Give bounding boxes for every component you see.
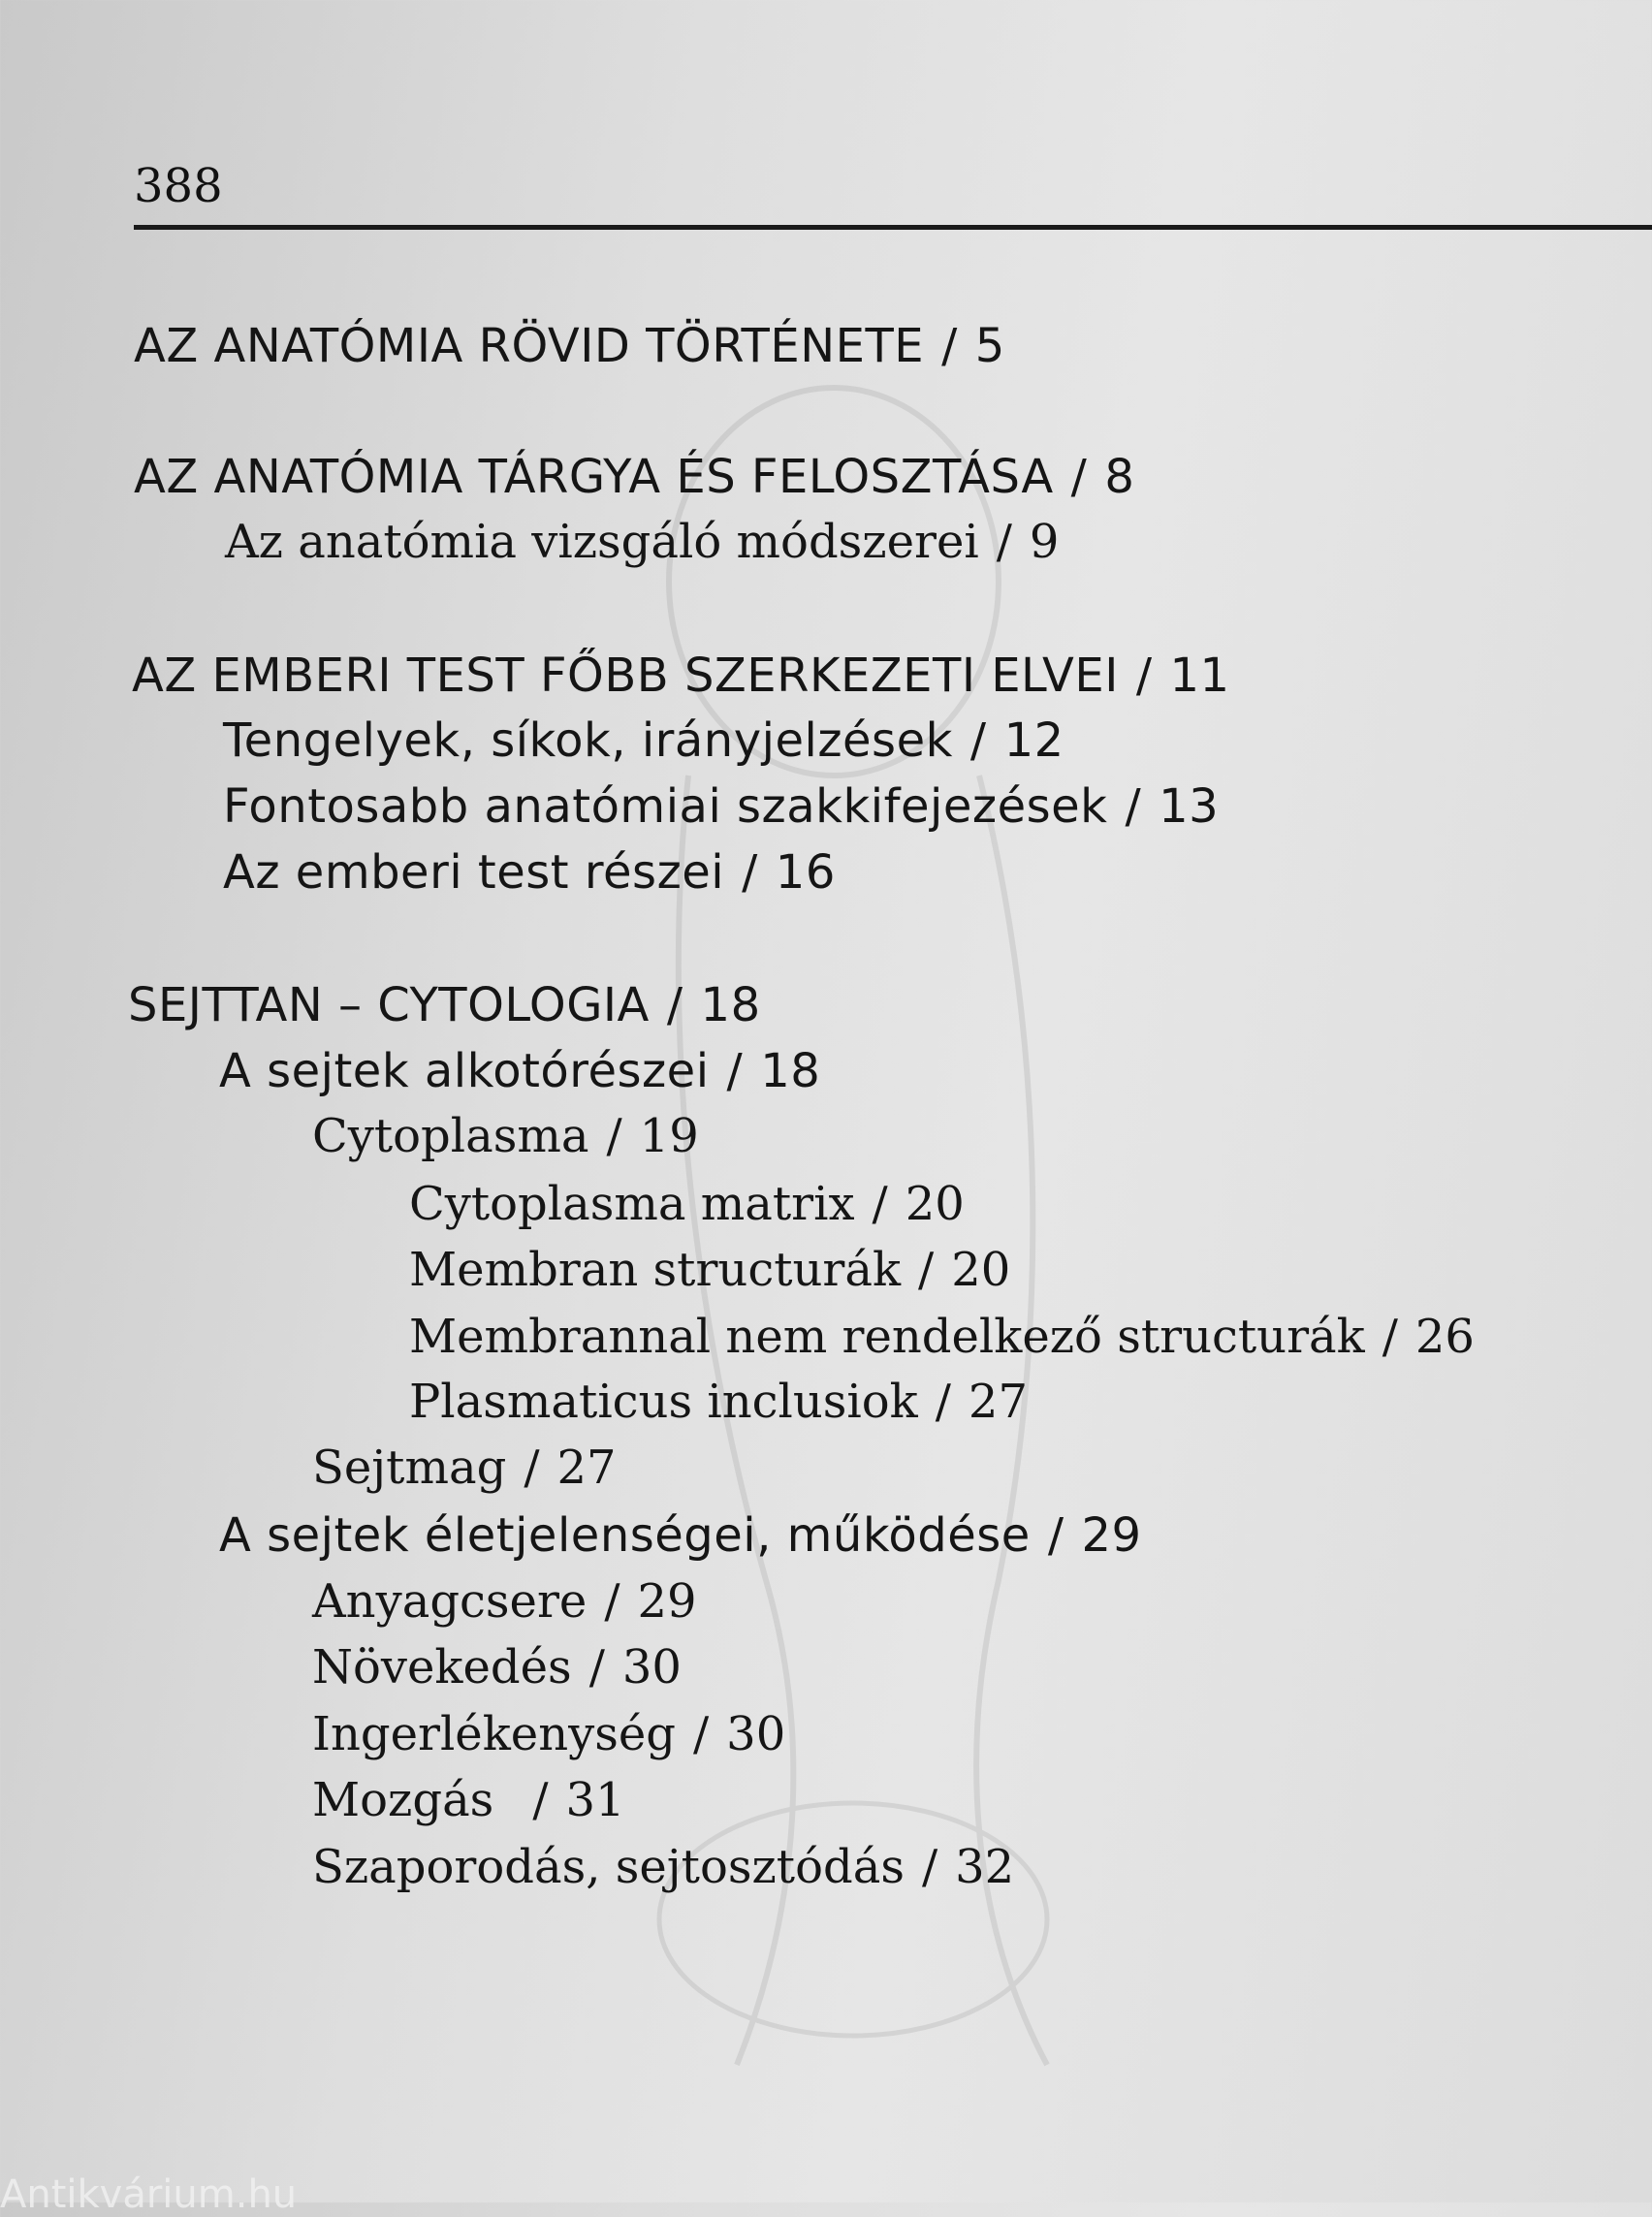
toc-separator: / <box>921 1840 938 1894</box>
toc-entry-page: 20 <box>905 1177 965 1231</box>
toc-entry-page: 18 <box>760 1044 821 1098</box>
toc-entry <box>134 450 1135 504</box>
toc-entry-title: AZ ANATÓMIA RÖVID TÖRTÉNETE <box>134 319 925 373</box>
header-rule <box>134 225 1652 230</box>
toc-separator: / <box>872 1177 888 1231</box>
toc-entry-page: 20 <box>951 1243 1011 1297</box>
toc-entry-page: 16 <box>775 845 836 900</box>
toc-entry-title: Ingerlékenység <box>312 1707 676 1761</box>
toc-entry-page: 5 <box>974 319 1005 373</box>
toc-entry-page: 26 <box>1414 1310 1475 1364</box>
toc-entry-page: 12 <box>1003 713 1064 768</box>
toc-separator: / <box>532 1773 549 1827</box>
toc-entry <box>312 1109 699 1163</box>
toc-entry-page: 8 <box>1104 450 1135 504</box>
toc-separator: / <box>588 1640 605 1694</box>
toc-separator: / <box>935 1375 951 1429</box>
watermark: Antikvárium.hu <box>0 2172 298 2217</box>
toc-entry-page: 32 <box>955 1840 1015 1894</box>
toc-separator: / <box>742 845 758 900</box>
toc-entry <box>312 1574 697 1629</box>
toc-entry-title: Anyagcsere <box>312 1574 588 1629</box>
toc-entry <box>223 713 1064 768</box>
toc-entry-title: Plasmaticus inclusiok <box>409 1375 918 1429</box>
toc-entry-page: 29 <box>637 1574 697 1629</box>
toc-entry <box>409 1177 965 1231</box>
toc-entry-page: 29 <box>1081 1508 1142 1563</box>
toc-entry-title: Membrannal nem rendelkező structurák <box>409 1310 1365 1364</box>
toc-separator: / <box>941 319 958 373</box>
toc-entry <box>219 1508 1142 1563</box>
toc-entry-page: 13 <box>1159 779 1220 834</box>
toc-entry-title: A sejtek életjelenségei, működése <box>219 1508 1031 1563</box>
toc-entry-title: Növekedés <box>312 1640 572 1694</box>
toc-entry <box>134 319 1005 373</box>
toc-entry-title: Mozgás <box>312 1773 494 1827</box>
toc-entry-title: Az anatómia vizsgáló módszerei <box>225 515 979 569</box>
toc-entry-page: 30 <box>621 1640 682 1694</box>
toc-entry-page: 27 <box>968 1375 1028 1429</box>
toc-separator: / <box>1382 1310 1398 1364</box>
toc-entry-title: SEJTTAN – CYTOLOGIA <box>128 978 650 1032</box>
toc-entry-title: Szaporodás, sejtosztódás <box>312 1840 905 1894</box>
toc-entry-page: 31 <box>565 1773 625 1827</box>
toc-entry-title: Sejtmag <box>312 1441 507 1495</box>
toc-entry <box>409 1243 1011 1297</box>
toc-entry-title: AZ EMBERI TEST FŐBB SZERKEZETI ELVEI <box>132 649 1119 703</box>
toc-entry <box>409 1375 1028 1429</box>
toc-separator: / <box>918 1243 935 1297</box>
toc-entry <box>225 515 1060 569</box>
toc-separator: / <box>666 978 683 1032</box>
toc-entry-title: Cytoplasma matrix <box>409 1177 855 1231</box>
toc-entry <box>312 1773 625 1827</box>
toc-separator: / <box>524 1441 540 1495</box>
toc-separator: / <box>1135 649 1153 703</box>
toc-separator: / <box>606 1109 622 1163</box>
toc-entry-title: Tengelyek, síkok, irányjelzések <box>223 713 953 768</box>
toc-entry <box>312 1640 682 1694</box>
toc-entry-page: 27 <box>556 1441 617 1495</box>
toc-separator: / <box>1047 1508 1064 1563</box>
toc-entry <box>219 1044 821 1098</box>
toc-separator: / <box>969 713 987 768</box>
toc-entry <box>312 1840 1015 1894</box>
toc-entry-page: 9 <box>1029 515 1060 569</box>
toc-separator: / <box>604 1574 620 1629</box>
toc-entry-title: Fontosabb anatómiai szakkifejezések <box>223 779 1108 834</box>
toc-separator: / <box>996 515 1012 569</box>
toc-entry <box>128 978 761 1032</box>
toc-entry-title: Az emberi test részei <box>223 845 725 900</box>
toc-entry <box>132 649 1230 703</box>
toc-entry <box>312 1441 617 1495</box>
toc-entry-title: Cytoplasma <box>312 1109 589 1163</box>
toc-separator: / <box>1070 450 1088 504</box>
toc-entry-page: 30 <box>726 1707 786 1761</box>
toc-entry-title: A sejtek alkotórészei <box>219 1044 710 1098</box>
toc-separator: / <box>1125 779 1142 834</box>
toc-separator: / <box>693 1707 710 1761</box>
toc-entry-page: 18 <box>700 978 761 1032</box>
toc-entry-title: AZ ANATÓMIA TÁRGYA ÉS FELOSZTÁSA <box>134 450 1054 504</box>
toc-entry-page: 11 <box>1169 649 1230 703</box>
toc-entry <box>409 1310 1475 1364</box>
toc-separator: / <box>726 1044 744 1098</box>
page-number: 388 <box>134 159 223 213</box>
toc-entry <box>312 1707 786 1761</box>
toc-entry-page: 19 <box>639 1109 699 1163</box>
toc-entry <box>223 845 836 900</box>
toc-entry <box>223 779 1220 834</box>
toc-entry-title: Membran structurák <box>409 1243 902 1297</box>
